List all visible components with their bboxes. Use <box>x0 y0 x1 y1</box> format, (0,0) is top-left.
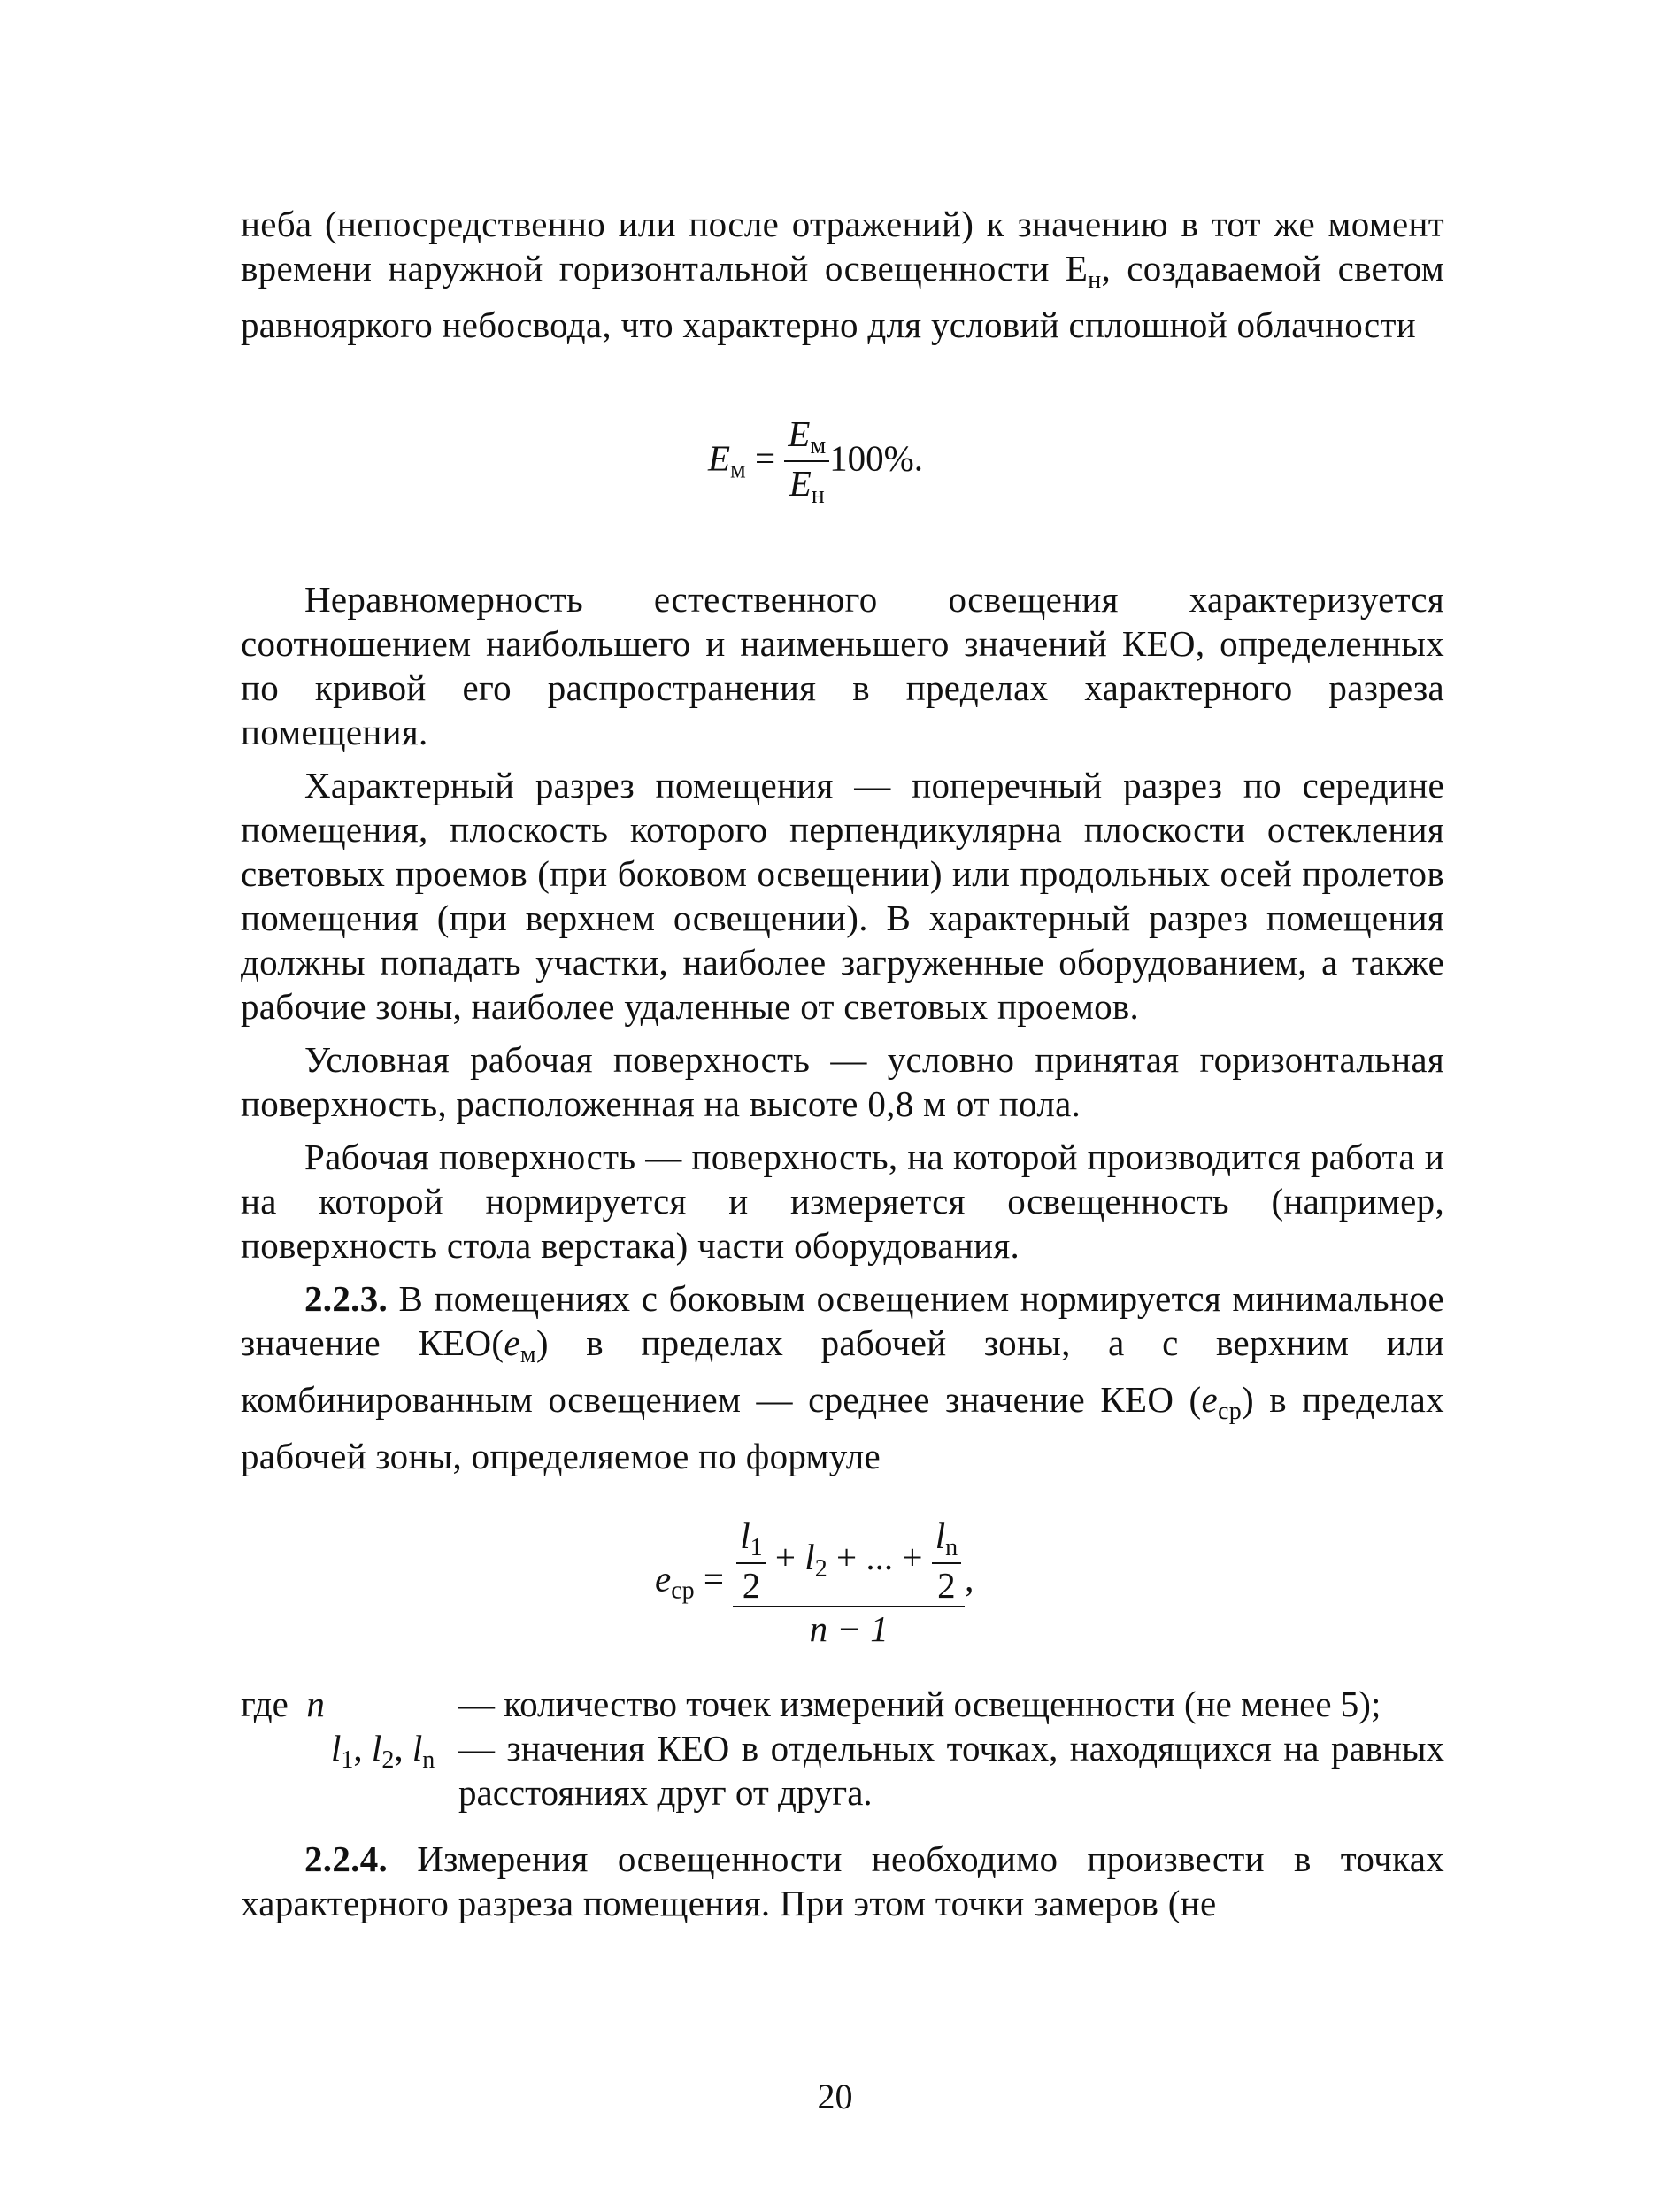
section-223-text-b: ) в пределах рабочей зоны, а с верхним или комбинированным освещением — среднее значение КЕО ( <box>241 1322 1444 1420</box>
formula2-inner-frac-n <box>932 1515 961 1606</box>
inner1-den: 2 <box>742 1565 761 1606</box>
paragraph-working-surface: Рабочая поверхность — поверхность, на которой производится работа и на которой нормируется и измеряется освещенность (например, поверхность стола верстака) части оборудования. <box>241 1137 1444 1266</box>
section-223-sub-cp: ср <box>1218 1398 1243 1425</box>
intro-text-b: , создаваемой светом равнояркого небосвода, что характерно для условий сплошной облачности <box>241 248 1444 345</box>
section-2-2-4-block <box>241 1837 1444 1925</box>
formula1-lhs-sub: м <box>730 456 746 484</box>
legend-label: где <box>241 1684 289 1724</box>
intro-subscript: н <box>1088 266 1102 294</box>
section-223-e-cp: e <box>1201 1379 1219 1420</box>
formula2-eq: = <box>703 1558 725 1599</box>
legend-row-n <box>241 1682 1444 1726</box>
legend-n: n <box>306 1684 325 1724</box>
paragraph-conditional-surface: Условная рабочая поверхность — условно принятая горизонтальная поверхность, расположенная на высоте 0,8 м от пола. <box>241 1039 1444 1124</box>
legend-term-l: $l_1$, $l_2$, $l_n$ <box>331 1728 435 1774</box>
intro-paragraph-block <box>241 202 1444 347</box>
formula2-inner-frac-1 <box>736 1515 766 1606</box>
legend-desc-n: — количество точек измерений освещенности (не менее 5); <box>458 1684 1381 1724</box>
inner1-sub: 1 <box>750 1534 763 1561</box>
legend-l1: l <box>331 1728 342 1769</box>
formula1-num-sub: м <box>810 432 827 459</box>
legend-l1-sub: 1 <box>341 1746 354 1774</box>
section-223-sub-m: м <box>519 1341 536 1368</box>
formula1-den-e: E <box>789 463 812 504</box>
innern-den: 2 <box>937 1565 956 1606</box>
legend-term-n <box>241 1682 325 1726</box>
formula2-lhs: e <box>655 1558 672 1599</box>
formula1-numerator <box>784 413 829 462</box>
legend-row-l <box>241 1726 1444 1815</box>
paragraph-nonuniformity: Неравномерность естественного освещения характеризуется соотношением наибольшего и наименьшего значений КЕО, определенных по кривой его распространения в пределах характерного разреза помещения. <box>241 579 1444 752</box>
innern-l: l <box>935 1515 946 1556</box>
formula2-denominator <box>733 1607 965 1647</box>
formula1-eq: = <box>755 437 776 479</box>
formula2-den-text: n − 1 <box>809 1608 889 1649</box>
formula2-numerator <box>733 1515 965 1607</box>
formula-ecp <box>655 1515 974 1649</box>
innern-sub: n <box>945 1534 958 1561</box>
l2: l <box>804 1536 815 1577</box>
plus-3: + <box>902 1536 923 1577</box>
innern-num <box>932 1515 961 1564</box>
section-223-text-c: ) в пределах рабочей зоны, определяемое по формуле <box>241 1379 1444 1476</box>
formula-em <box>708 413 924 509</box>
intro-text-a: неба (непосредственно или после отражений) к значению в тот же момент времени наружной горизонтальной освещенности E <box>241 204 1444 289</box>
formula1-num-e: E <box>788 413 811 454</box>
section-224-text: Измерения освещенности необходимо произвести в точках характерного разреза помещения. При этом точки замеров (не <box>241 1838 1444 1923</box>
formula1-tail: 100%. <box>829 437 924 479</box>
paragraph-section-cut: Характерный разрез помещения — поперечный разрез по середине помещения, плоскость которого перпендикулярна плоскости остекления световых проемов (при боковом освещении) или продольных осей пролетов помещения (при верхнем освещении). В характерный разрез помещения должны попадать участки, наиболее загруженные оборудованием, а также рабочие зоны, наиболее удаленные от световых проемов. <box>241 765 1444 1027</box>
plus-2: + <box>835 1536 858 1577</box>
legend-l2: l <box>371 1728 382 1769</box>
formula1-den-sub: н <box>811 482 825 509</box>
legend-ln-sub: n <box>422 1746 435 1774</box>
legend-ln: l <box>412 1728 423 1769</box>
formula2-comma: , <box>965 1558 974 1599</box>
paragraph-2-2-3 <box>241 1276 1444 1478</box>
formula1-lhs: E <box>708 437 731 479</box>
l2-sub: 2 <box>814 1554 827 1583</box>
section-number-2-2-3: 2.2.3. <box>304 1278 389 1319</box>
section-number-2-2-4: 2.2.4. <box>304 1838 389 1879</box>
section-223-e-m: e <box>504 1322 520 1363</box>
formula2-lhs-sub: ср <box>671 1576 695 1605</box>
section-223-text-a: В помещениях с боковым освещением нормируется минимальное значение КЕО( <box>241 1278 1444 1363</box>
formula1-fraction <box>784 413 829 509</box>
formula2-fraction <box>733 1515 965 1649</box>
inner1-num <box>736 1515 766 1564</box>
legend-desc-l: — значения КЕО в отдельных точках, находящихся на равных расстояниях друг от друга. <box>458 1728 1444 1813</box>
dots: ... <box>866 1536 894 1577</box>
plus-1: + <box>774 1536 797 1577</box>
paragraph-2-2-4 <box>241 1837 1444 1925</box>
page-number: 20 <box>817 2077 853 2116</box>
definitions-block <box>241 577 1444 1478</box>
formula1-denominator <box>784 462 829 508</box>
legend-l2-sub: 2 <box>381 1746 395 1774</box>
inner1-l: l <box>740 1515 750 1556</box>
intro-paragraph <box>241 202 1444 347</box>
variables-legend <box>241 1682 1444 1815</box>
